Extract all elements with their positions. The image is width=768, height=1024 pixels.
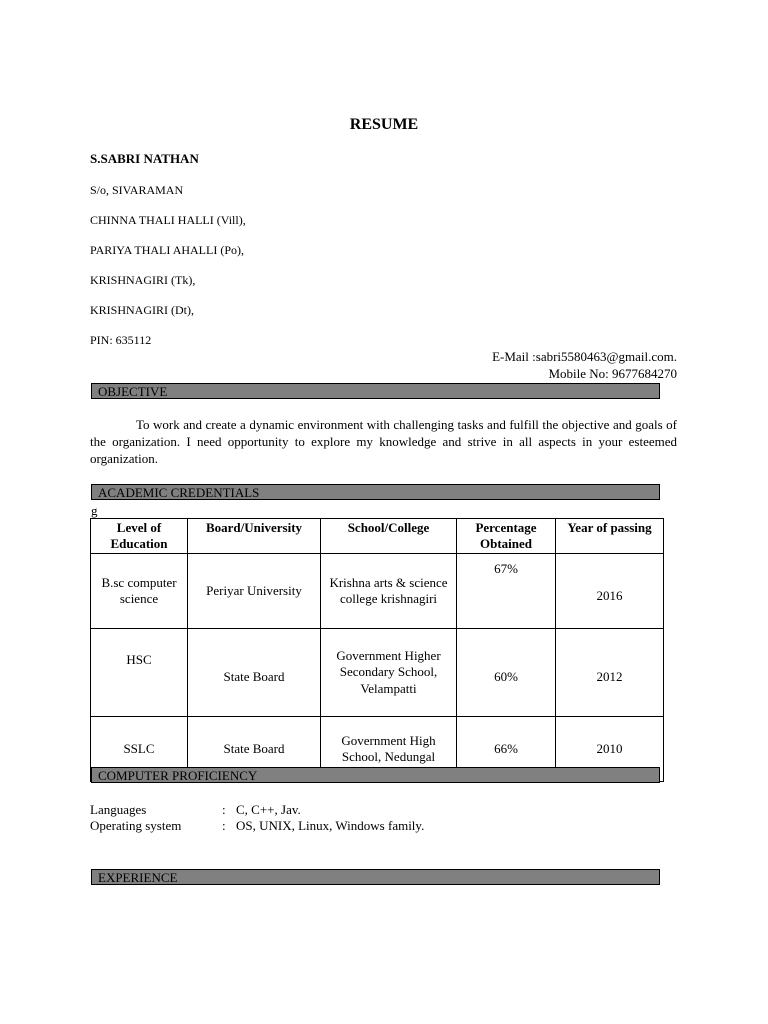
table-cell: State Board — [188, 629, 321, 717]
table-cell: SSLC — [91, 717, 188, 782]
table-cell: HSC — [91, 629, 188, 717]
address-line: PIN: 635112 — [90, 333, 152, 347]
address-line: S/o, SIVARAMAN — [90, 183, 184, 197]
proficiency-label: Languages — [90, 802, 147, 817]
proficiency-colon: : — [222, 818, 226, 833]
column-header: Level of Education — [91, 519, 188, 554]
objective-paragraph: To work and create a dynamic environment with challenging tasks and fulfill the objective and goals of the organization. I need opportunity to explore my knowledge and strive in all aspects in your esteemed organization. — [90, 417, 677, 466]
table-cell: 2012 — [556, 629, 664, 717]
table-cell: 66% — [457, 717, 556, 782]
stray-character: g — [91, 503, 98, 518]
proficiency-label: Operating system — [90, 818, 182, 833]
document-title: RESUME — [349, 116, 419, 133]
email-text: E-Mail :sabri5580463@gmail.com. — [492, 349, 677, 364]
table-cell: 60% — [457, 629, 556, 717]
section-heading-experience: EXPERIENCE — [91, 869, 660, 885]
candidate-name: S.SABRI NATHAN — [90, 151, 199, 166]
section-heading-academic: ACADEMIC CREDENTIALS — [91, 484, 660, 500]
table-cell: 2016 — [556, 554, 664, 629]
table-header-row — [91, 519, 664, 554]
column-header: Percentage Obtained — [457, 519, 556, 554]
academic-credentials-table — [90, 518, 664, 782]
proficiency-row-languages — [90, 802, 301, 818]
table-cell: B.sc computer science — [91, 554, 188, 629]
column-header: School/College — [321, 519, 457, 554]
section-heading-proficiency: COMPUTER PROFICIENCY — [91, 767, 660, 783]
table-cell: Government High School, Nedungal — [321, 717, 457, 782]
table-cell: 2010 — [556, 717, 664, 782]
address-line: KRISHNAGIRI (Dt), — [90, 303, 194, 317]
mobile-text: Mobile No: 9677684270 — [548, 366, 677, 381]
proficiency-colon: : — [222, 802, 226, 817]
section-heading-objective: OBJECTIVE — [91, 383, 660, 399]
table-cell: Government Higher Secondary School, Velampatti — [321, 629, 457, 717]
address-line: CHINNA THALI HALLI (Vill), — [90, 213, 246, 227]
address-line: PARIYA THALI AHALLI (Po), — [90, 243, 245, 257]
proficiency-value: OS, UNIX, Linux, Windows family. — [236, 818, 425, 833]
column-header: Year of passing — [556, 519, 664, 554]
table-cell: Periyar University — [188, 554, 321, 629]
table-cell: Krishna arts & science college krishnagiri — [321, 554, 457, 629]
table-row — [91, 629, 664, 717]
address-line: KRISHNAGIRI (Tk), — [90, 273, 196, 287]
proficiency-row-os — [90, 818, 424, 834]
table-cell: 67% — [457, 554, 556, 629]
proficiency-value: C, C++, Jav. — [236, 802, 301, 817]
table-cell: State Board — [188, 717, 321, 782]
column-header: Board/University — [188, 519, 321, 554]
table-row — [91, 554, 664, 629]
